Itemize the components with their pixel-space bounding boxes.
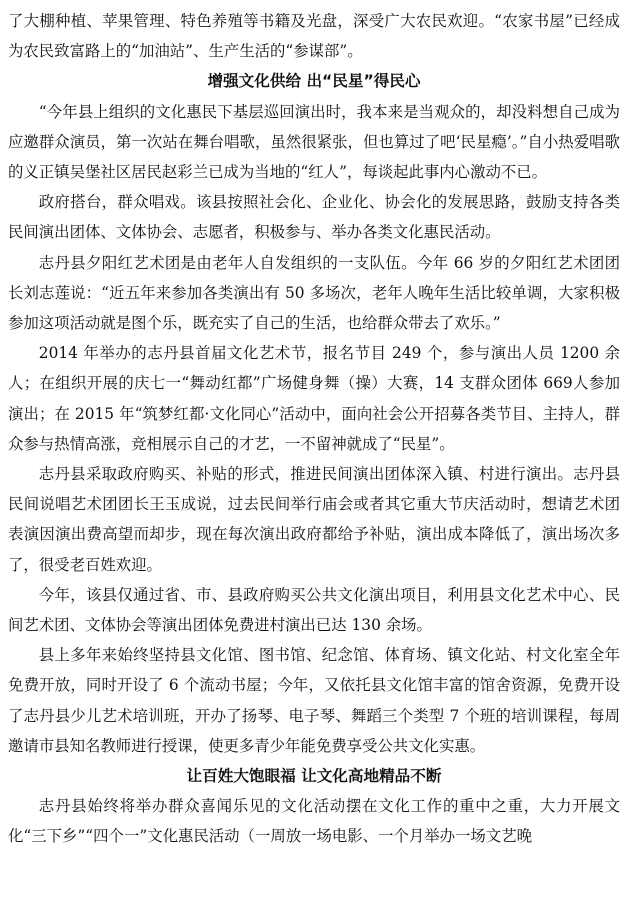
paragraph-1: “今年县上组织的文化惠民下基层巡回演出时，我本来是当观众的，却没料想自己成为应邀群众演员，第一次站在舞台唱歌，虽然很紧张，但也算过了吧‘民星瘾’。”自小热爱唱歌的义正镇吴堡社区居民赵彩兰已成为当地的“红人”，每谈起此事内心激动不已。	[8, 102, 620, 182]
paragraph-5: 志丹县采取政府购买、补贴的形式，推进民间演出团体深入镇、村进行演出。志丹县民间说唱艺术团团长王玉成说，过去民间举行庙会或者其它重大节庆活动时，想请艺术团表演因演出费高望而却步，现在每次演出政府都给予补贴，演出成本降低了，演出场次多了，很受老百姓欢迎。	[8, 465, 620, 574]
paragraph-2: 政府搭台，群众唱戏。该县按照社会化、企业化、协会化的发展思路，鼓励支持各类民间演出团体、文体协会、志愿者，积极参与、举办各类文化惠民活动。	[8, 193, 620, 242]
section-heading-2: 让百姓大饱眼福 让文化高地精品不断	[186, 767, 442, 786]
paragraph-3: 志丹县夕阳红艺术团是由老年人自发组织的一支队伍。今年 66 岁的夕阳红艺术团团长刘志莲说：“近五年来参加各类演出有 50 多场次，老年人晚年生活比较单调，大家积极参加这项活动就是图个乐，既充实了自己的生活，也给群众带去了欢乐。”	[8, 253, 620, 333]
paragraph-7: 县上多年来始终坚持县文化馆、图书馆、纪念馆、体育场、镇文化站、村文化室全年免费开放，同时开设了 6 个流动书屋；今年，又依托县文化馆丰富的馆舍资源，免费开设了志丹县少儿艺术培训班，开办了扬琴、电子琴、舞蹈三个类型 7 个班的培训课程，每周邀请市县知名教师进行授课，使更多青少年能免费享受公共文化实惠。	[8, 646, 620, 755]
paragraph-4: 2014 年举办的志丹县首届文化艺术节，报名节目 249 个，参与演出人员 1200 余人；在组织开展的庆七一“舞动红都”广场健身舞（操）大赛，14 支群众团体 669人参加演出；在 2015 年“筑梦红都·文化同心”活动中，面向社会公开招募各类节目、主持人，群众参与热情高涨，竞相展示自己的才艺，一不留神就成了“民星”。	[8, 344, 620, 453]
paragraph-6: 今年，该县仅通过省、市、县政府购买公共文化演出项目，利用县文化艺术中心、民间艺术团、文体协会等演出团体免费进村演出已达 130 余场。	[8, 585, 620, 635]
opening-paragraph: 了大棚种植、苹果管理、特色养殖等书籍及光盘，深受广大农民欢迎。“农家书屋”已经成为农民致富路上的“加油站”、生产生活的“参谋部”。	[8, 12, 620, 61]
section-heading-1: 增强文化供给 出“民星”得民心	[207, 72, 421, 91]
paragraph-8: 志丹县始终将举办群众喜闻乐见的文化活动摆在文化工作的重中之重，大力开展文化“三下乡”“四个一”文化惠民活动（一周放一场电影、一个月举办一场文艺晚	[8, 797, 620, 846]
